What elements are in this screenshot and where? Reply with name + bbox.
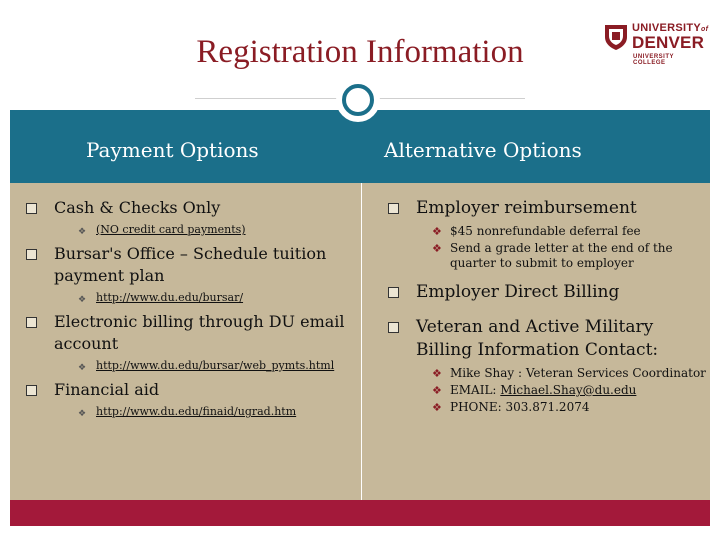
square-bullet-icon: [26, 203, 37, 214]
square-bullet-icon: [26, 385, 37, 396]
sub-item: [386, 366, 706, 381]
square-bullet-icon: [26, 249, 37, 260]
diamond-bullet-icon: ❖: [432, 367, 442, 380]
logo-of-word: of: [701, 26, 709, 33]
list-item-text: Electronic billing through DU email account: [54, 312, 345, 353]
list-item-text: Cash & Checks Only: [54, 198, 221, 217]
square-bullet-icon: [388, 287, 399, 298]
slide-title: Registration Information: [196, 34, 524, 70]
email-label: EMAIL:: [450, 383, 501, 397]
payment-options-list: [24, 197, 354, 425]
sub-item: [24, 291, 354, 305]
circle-ring-icon: [342, 84, 374, 116]
shield-icon: [604, 23, 628, 51]
list-item: [386, 281, 706, 304]
diamond-bullet-icon: ❖: [432, 225, 442, 238]
spacer: [386, 308, 706, 316]
web-payments-link[interactable]: http://www.du.edu/bursar/web_pymts.html: [96, 359, 335, 372]
list-item-text: Bursar's Office – Schedule tuition payment plan: [54, 244, 327, 285]
diamond-bullet-icon: ❖: [432, 242, 442, 255]
diamond-bullet-icon: ❖: [78, 227, 87, 237]
logo-college-text: UNIVERSITY COLLEGE: [633, 54, 674, 66]
sub-item-text: (NO credit card payments): [96, 223, 246, 236]
sub-item: [24, 405, 354, 419]
logo-university-word: UNIVERSITY: [632, 22, 702, 34]
email-link[interactable]: Michael.Shay@du.edu: [500, 383, 637, 397]
spacer: [386, 273, 706, 281]
list-item: [386, 197, 706, 220]
sub-item-text: $45 nonrefundable deferral fee: [450, 224, 641, 238]
diamond-bullet-icon: ❖: [78, 295, 87, 305]
phone-text: PHONE: 303.871.2074: [450, 400, 590, 414]
alternative-options-heading: Alternative Options: [384, 138, 582, 162]
list-item: [24, 197, 354, 219]
circle-ornament: [336, 78, 380, 122]
sub-item: [24, 223, 354, 237]
logo-denver-text: DENVER: [632, 33, 705, 52]
square-bullet-icon: [26, 317, 37, 328]
alternative-options-list: [386, 197, 706, 417]
sub-item: [24, 359, 354, 373]
diamond-bullet-icon: ❖: [78, 409, 87, 419]
university-logo: [604, 20, 709, 66]
square-bullet-icon: [388, 322, 399, 333]
payment-options-heading: Payment Options: [86, 138, 259, 162]
list-item: [386, 316, 706, 362]
list-item: [24, 379, 354, 401]
sub-item: [386, 224, 706, 239]
square-bullet-icon: [388, 203, 399, 214]
diamond-bullet-icon: ❖: [432, 401, 442, 414]
sub-item: [386, 383, 706, 398]
list-item-text: Veteran and Active Military Billing Information Contact:: [416, 317, 659, 360]
list-item: [24, 311, 354, 355]
list-item-text: Employer reimbursement: [416, 198, 637, 218]
list-item: [24, 243, 354, 287]
bursar-link[interactable]: http://www.du.edu/bursar/: [96, 291, 244, 304]
diamond-bullet-icon: ❖: [78, 363, 87, 373]
sub-item: [386, 400, 706, 415]
footer-bar: [10, 500, 710, 526]
financial-aid-link[interactable]: http://www.du.edu/finaid/ugrad.htm: [96, 405, 297, 418]
sub-item-text: Mike Shay : Veteran Services Coordinator: [450, 366, 706, 380]
list-item-text: Financial aid: [54, 380, 160, 399]
diamond-bullet-icon: ❖: [432, 384, 442, 397]
list-item-text: Employer Direct Billing: [416, 282, 620, 302]
column-divider: [361, 183, 362, 500]
sub-item-text: Send a grade letter at the end of the quarter to submit to employer: [450, 241, 673, 270]
sub-item: [386, 241, 706, 271]
